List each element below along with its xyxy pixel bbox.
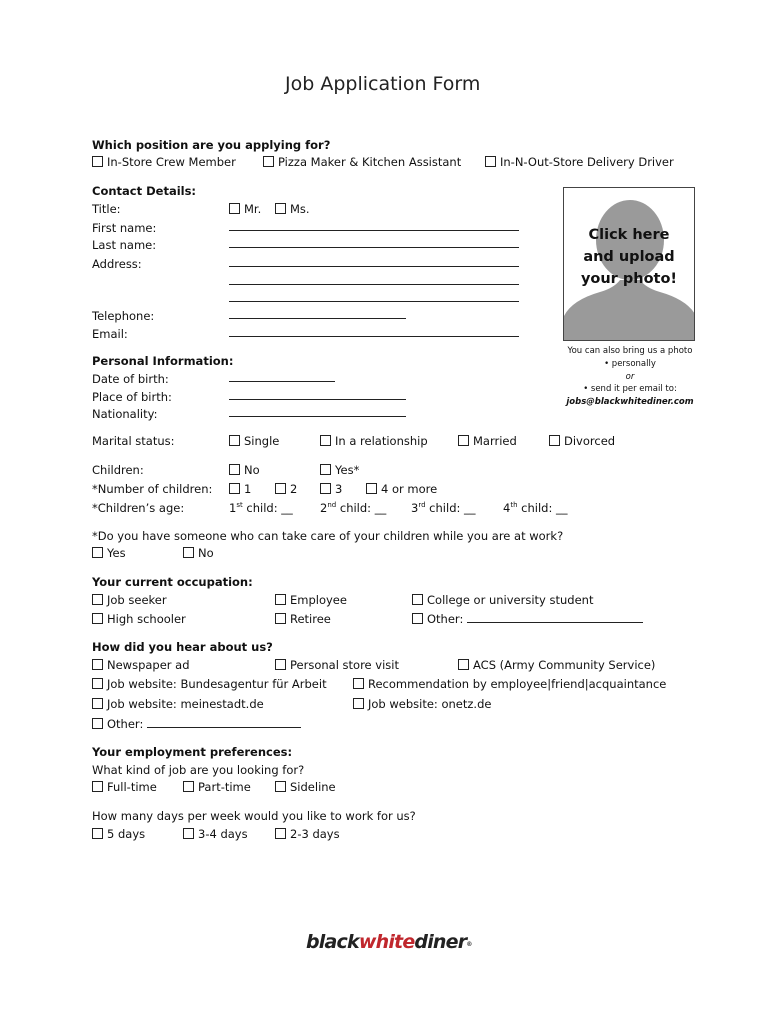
hear-other-field[interactable] [147,718,301,728]
checkbox[interactable] [275,828,286,839]
email-field[interactable] [229,327,519,337]
hear-option-meinestadt[interactable]: Job website: meinestadt.de [92,697,264,711]
days-question: How many days per week would you like to work for us? [92,809,416,823]
marital-option-divorced[interactable]: Divorced [549,434,615,448]
photo-note-4: • send it per email to: [583,384,677,394]
checkbox[interactable] [229,435,240,446]
number-option-1[interactable]: 1 [229,482,251,496]
occupation-option-retiree[interactable]: Retiree [275,612,331,626]
title-option-ms[interactable]: Ms. [275,202,310,216]
checkbox[interactable] [183,547,194,558]
nationality-label: Nationality: [92,407,158,421]
checkbox[interactable] [320,435,331,446]
checkbox[interactable] [275,483,286,494]
address-label: Address: [92,257,142,271]
checkbox[interactable] [275,594,286,605]
hear-option-store-visit[interactable]: Personal store visit [275,658,399,672]
checkbox[interactable] [92,828,103,839]
child-age-2[interactable]: 2nd child: __ [320,501,387,515]
nationality-field[interactable] [229,407,406,417]
title-option-mr[interactable]: Mr. [229,202,261,216]
address-field-2[interactable] [229,275,519,285]
personal-heading: Personal Information: [92,354,234,368]
last-name-label: Last name: [92,238,157,252]
dob-label: Date of birth: [92,372,169,386]
position-question: Which position are you applying for? [92,138,331,152]
marital-option-single[interactable]: Single [229,434,279,448]
marital-option-married[interactable]: Married [458,434,517,448]
children-option-yes[interactable]: Yes* [320,463,359,477]
contact-heading: Contact Details: [92,184,197,198]
children-option-no[interactable]: No [229,463,260,477]
checkbox[interactable] [412,613,423,624]
occupation-other-field[interactable] [467,613,643,623]
hear-option-acs[interactable]: ACS (Army Community Service) [458,658,655,672]
checkbox[interactable] [229,203,240,214]
occupation-option-job-seeker[interactable]: Job seeker [92,593,167,607]
title-label: Title: [92,202,121,216]
dob-field[interactable] [229,372,335,382]
checkbox[interactable] [229,464,240,475]
number-option-3[interactable]: 3 [320,482,342,496]
childcare-option-yes[interactable]: Yes [92,546,126,560]
job-kind-option-sideline[interactable]: Sideline [275,780,336,794]
number-option-4-or-more[interactable]: 4 or more [366,482,437,496]
email-label: Email: [92,327,128,341]
checkbox[interactable] [549,435,560,446]
hear-option-onetz[interactable]: Job website: onetz.de [353,697,491,711]
checkbox[interactable] [92,594,103,605]
checkbox[interactable] [275,613,286,624]
number-option-2[interactable]: 2 [275,482,297,496]
address-field-3[interactable] [229,292,519,302]
childcare-question: *Do you have someone who can take care of your children while you are at work? [92,529,564,543]
child-age-3[interactable]: 3rd child: __ [411,501,476,515]
checkbox[interactable] [412,594,423,605]
telephone-field[interactable] [229,309,406,319]
childcare-option-no[interactable]: No [183,546,214,560]
checkbox[interactable] [92,547,103,558]
photo-email-link[interactable]: jobs@blackwhitediner.com [566,397,694,407]
checkbox[interactable] [353,698,364,709]
occupation-option-other[interactable]: Other: [412,612,643,626]
checkbox[interactable] [92,659,103,670]
children-label: Children: [92,463,144,477]
hear-option-bundesagentur[interactable]: Job website: Bundesagentur für Arbeit [92,677,327,691]
job-kind-question: What kind of job are you looking for? [92,763,305,777]
checkbox[interactable] [353,678,364,689]
form-title: Job Application Form [285,73,481,95]
hear-option-newspaper[interactable]: Newspaper ad [92,658,190,672]
checkbox[interactable] [275,781,286,792]
checkbox[interactable] [92,698,103,709]
checkbox[interactable] [458,435,469,446]
checkbox[interactable] [92,678,103,689]
marital-option-relationship[interactable]: In a relationship [320,434,428,448]
position-option-driver[interactable]: In-N-Out-Store Delivery Driver [485,155,674,169]
last-name-field[interactable] [229,238,519,248]
children-age-label: *Children’s age: [92,501,185,515]
address-field-1[interactable] [229,257,519,267]
job-kind-option-full-time[interactable]: Full-time [92,780,157,794]
marital-label: Marital status: [92,434,175,448]
occupation-option-high-schooler[interactable]: High schooler [92,612,186,626]
photo-upload-text: Click here and upload your photo! [580,227,678,287]
position-option-pizza[interactable]: Pizza Maker & Kitchen Assistant [263,155,461,169]
job-kind-option-part-time[interactable]: Part-time [183,780,251,794]
checkbox[interactable] [92,718,103,729]
checkbox[interactable] [92,156,103,167]
days-option-5[interactable]: 5 days [92,827,145,841]
hear-option-other[interactable]: Other: [92,717,301,731]
checkbox[interactable] [183,828,194,839]
pob-field[interactable] [229,390,406,400]
checkbox[interactable] [275,203,286,214]
hear-option-recommendation[interactable]: Recommendation by employee|friend|acquaintance [353,677,666,691]
checkbox[interactable] [92,781,103,792]
telephone-label: Telephone: [92,309,155,323]
photo-note-3: or [625,372,635,382]
checkbox[interactable] [458,659,469,670]
photo-upload-button[interactable] [563,187,695,341]
days-option-3-4[interactable]: 3-4 days [183,827,248,841]
occupation-heading: Your current occupation: [92,575,253,589]
days-option-2-3[interactable]: 2-3 days [275,827,340,841]
employment-heading: Your employment preferences: [92,745,293,759]
position-option-crew[interactable]: In-Store Crew Member [92,155,236,169]
photo-note-2: • personally [604,359,656,369]
checkbox[interactable] [320,483,331,494]
checkbox[interactable] [485,156,496,167]
checkbox[interactable] [229,483,240,494]
blackwhitediner-logo: blackwhitediner® [306,931,472,953]
occupation-option-employee[interactable]: Employee [275,593,347,607]
pob-label: Place of birth: [92,390,172,404]
first-name-label: First name: [92,221,157,235]
photo-note-1: You can also bring us a photo [567,346,693,356]
first-name-field[interactable] [229,221,519,231]
checkbox[interactable] [320,464,331,475]
number-children-label: *Number of children: [92,482,213,496]
checkbox[interactable] [366,483,377,494]
checkbox[interactable] [92,613,103,624]
checkbox[interactable] [263,156,274,167]
occupation-option-student[interactable]: College or university student [412,593,593,607]
checkbox[interactable] [183,781,194,792]
child-age-4[interactable]: 4th child: __ [503,501,568,515]
checkbox[interactable] [275,659,286,670]
hear-heading: How did you hear about us? [92,640,273,654]
child-age-1[interactable]: 1st child: __ [229,501,293,515]
